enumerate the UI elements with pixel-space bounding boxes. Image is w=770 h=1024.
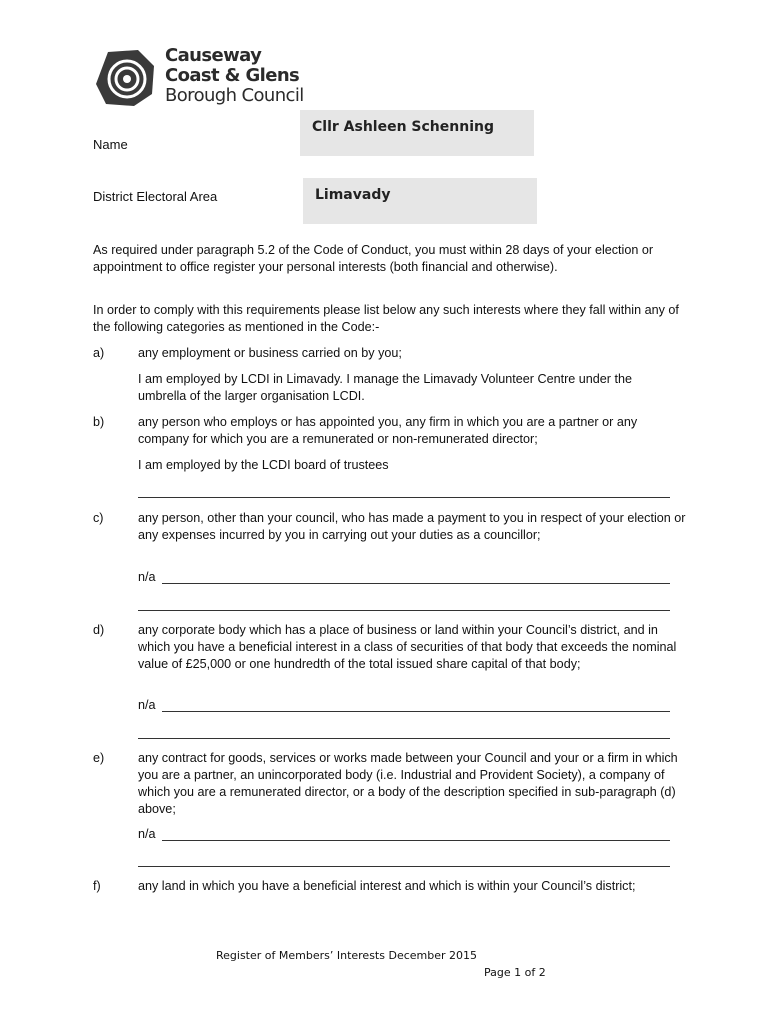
answer-d[interactable]: n/a xyxy=(138,698,156,712)
category-letter: b) xyxy=(93,415,105,429)
answer-a[interactable]: I am employed by LCDI in Limavady. I manage the Limavady Volunteer Centre under the umbrella of the larger organisation LCDI. xyxy=(138,372,632,403)
district-value: Limavady xyxy=(315,187,391,203)
category-letter: e) xyxy=(93,751,105,765)
council-logo-text xyxy=(165,46,304,106)
intro-paragraph-1: As required under paragraph 5.2 of the Code of Conduct, you must within 28 days of your election or appointment to office register your personal interests (both financial and otherwise). xyxy=(93,243,654,274)
answer-line[interactable] xyxy=(138,738,670,739)
answer-line[interactable] xyxy=(162,711,670,712)
answer-line[interactable] xyxy=(138,866,670,867)
category-letter: f) xyxy=(93,879,101,893)
logo-line-2: Coast & Glens xyxy=(165,65,300,86)
footer-title: Register of Members’ Interests December 2015 xyxy=(216,949,478,962)
category-letter: d) xyxy=(93,623,105,637)
intro-paragraph-2: In order to comply with this requirements please list below any such interests where they fall within any of the following categories as mentioned in the Code:- xyxy=(93,303,679,334)
answer-line[interactable] xyxy=(162,583,670,584)
answer-line[interactable] xyxy=(162,840,670,841)
answer-c[interactable]: n/a xyxy=(138,570,156,584)
council-logo xyxy=(94,46,324,110)
name-value: Cllr Ashleen Schenning xyxy=(312,119,494,135)
council-logo-icon xyxy=(94,48,158,108)
logo-line-1: Causeway xyxy=(165,45,262,66)
category-text: any corporate body which has a place of business or land within your Council’s district, and in which you have a beneficial interest in a class of securities of that body that exceeds the nominal value of £25,000 or one hundredth of the total issued share capital of that body; xyxy=(138,623,677,671)
name-label: Name xyxy=(93,137,128,152)
name-field[interactable] xyxy=(300,110,534,156)
logo-line-3: Borough Council xyxy=(165,85,304,106)
category-text: any person who employs or has appointed you, any firm in which you are a partner or any company for which you are a remunerated or non-remunerated director; xyxy=(138,415,638,446)
answer-b[interactable]: I am employed by the LCDI board of trustees xyxy=(138,458,389,472)
page-number: Page 1 of 2 xyxy=(484,966,546,979)
category-text: any employment or business carried on by you; xyxy=(138,346,402,360)
category-text: any contract for goods, services or works made between your Council and your or a firm in which you are a partner, an unincorporated body (i.e. Industrial and Provident Society), a company of which you are a remunerated director, or a body of the description specified in sub-paragraph (d) above; xyxy=(138,751,678,816)
category-letter: a) xyxy=(93,346,105,360)
category-text: any person, other than your council, who has made a payment to you in respect of your election or any expenses incurred by you in carrying out your duties as a councillor; xyxy=(138,511,686,542)
answer-line[interactable] xyxy=(138,610,670,611)
category-letter: c) xyxy=(93,511,104,525)
district-field[interactable] xyxy=(303,178,537,224)
answer-e[interactable]: n/a xyxy=(138,827,156,841)
answer-line[interactable] xyxy=(138,497,670,498)
category-text: any land in which you have a beneficial interest and which is within your Council’s district; xyxy=(138,879,636,893)
district-label: District Electoral Area xyxy=(93,189,218,204)
